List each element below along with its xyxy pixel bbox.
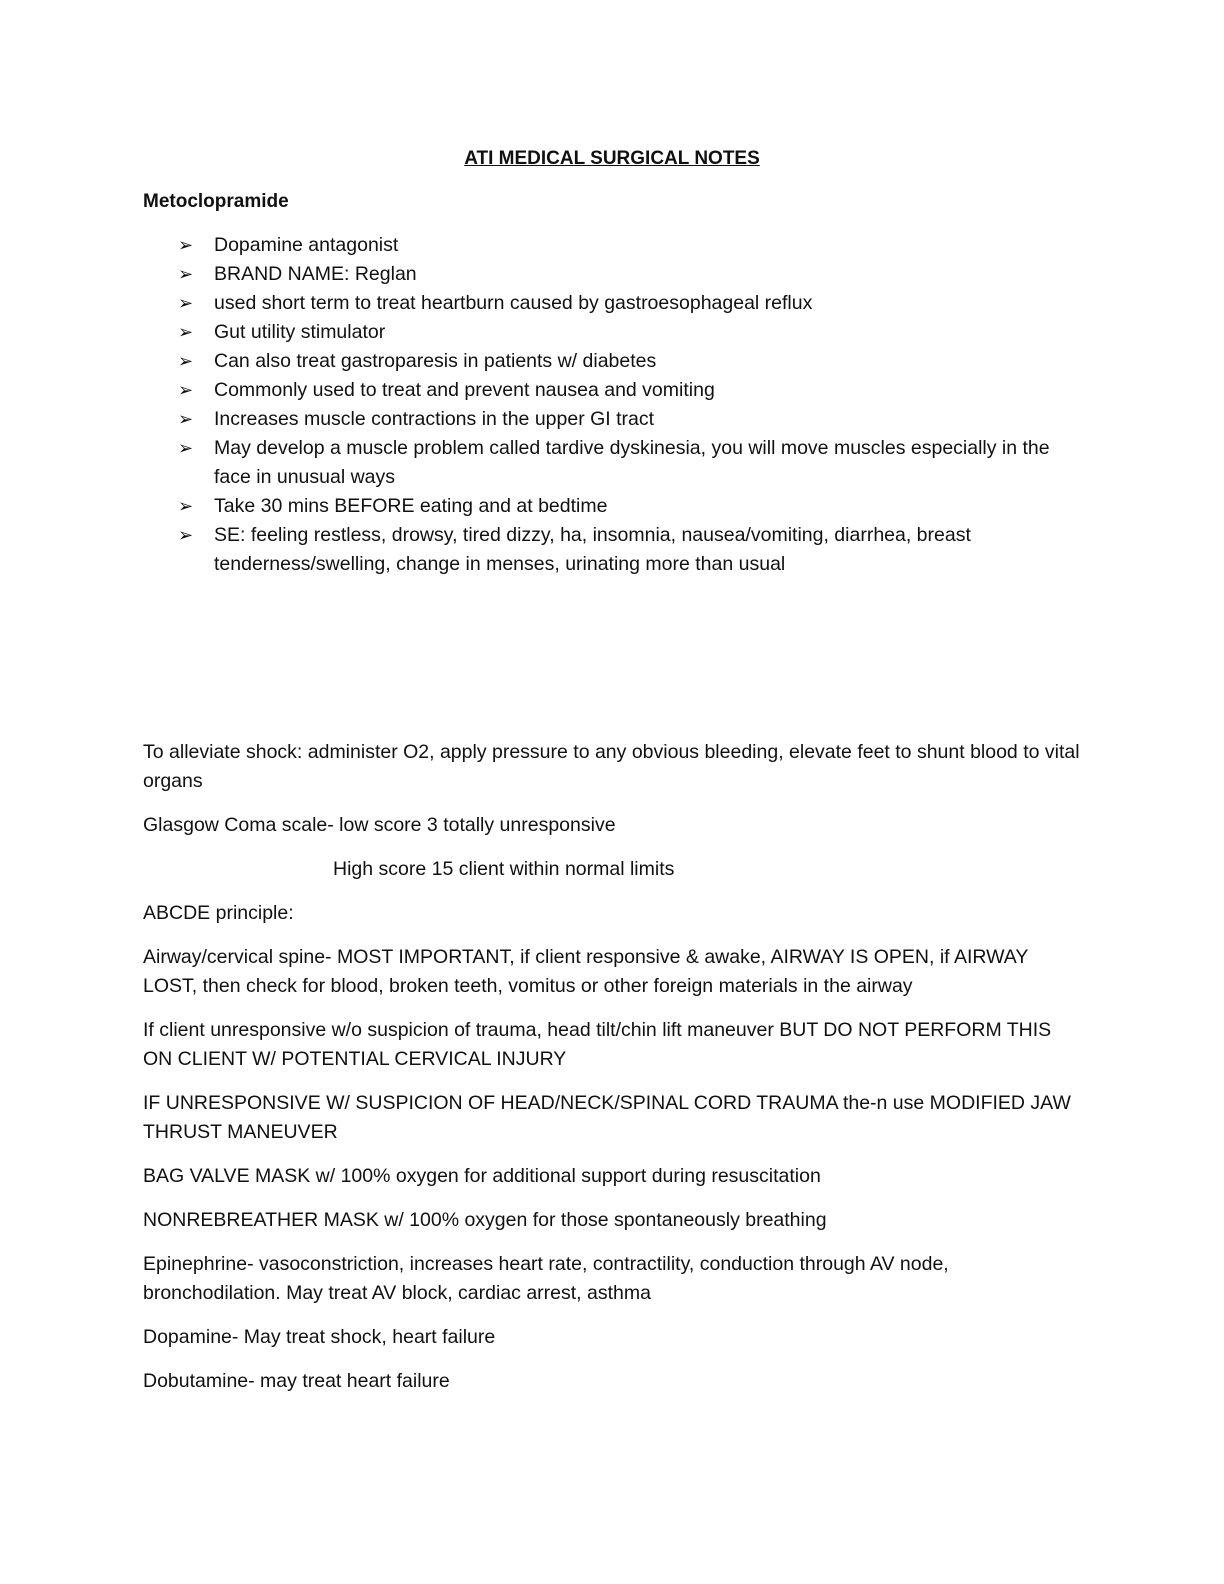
list-item xyxy=(143,318,1083,347)
arrowhead-bullet-icon: ➢ xyxy=(178,322,194,342)
arrowhead-bullet-icon: ➢ xyxy=(178,525,194,545)
arrowhead-bullet-icon: ➢ xyxy=(178,496,194,516)
arrowhead-bullet-icon: ➢ xyxy=(178,235,194,255)
paragraph-glasgow-high: High score 15 client within normal limits xyxy=(333,858,675,880)
arrowhead-bullet-icon: ➢ xyxy=(178,351,194,371)
list-item-text: Increases muscle contractions in the upper GI tract xyxy=(214,408,655,430)
bullet-list xyxy=(143,231,1083,579)
list-item xyxy=(143,376,1083,405)
list-item-text: Can also treat gastroparesis in patients w/ diabetes xyxy=(214,350,657,372)
list-item-text: Take 30 mins BEFORE eating and at bedtime xyxy=(214,495,608,517)
arrowhead-bullet-icon: ➢ xyxy=(178,409,194,429)
list-item xyxy=(143,521,1083,579)
list-item-text: Commonly used to treat and prevent nausea and vomiting xyxy=(214,379,715,401)
paragraph-jaw-thrust: IF UNRESPONSIVE W/ SUSPICION OF HEAD/NECK/SPINAL CORD TRAUMA the-n use MODIFIED JAW THRUST MANEUVER xyxy=(143,1092,1071,1143)
document-title: ATI MEDICAL SURGICAL NOTES xyxy=(464,148,760,169)
arrowhead-bullet-icon: ➢ xyxy=(178,438,194,458)
paragraph-bag-valve: BAG VALVE MASK w/ 100% oxygen for additional support during resuscitation xyxy=(143,1165,821,1187)
paragraph-epinephrine: Epinephrine- vasoconstriction, increases heart rate, contractility, conduction through AV node, bronchodilation. May treat AV block, cardiac arrest, asthma xyxy=(143,1253,949,1304)
paragraph-shock: To alleviate shock: administer O2, apply pressure to any obvious bleeding, elevate feet to shunt blood to vital organs xyxy=(143,741,1080,792)
list-item-text: May develop a muscle problem called tardive dyskinesia, you will move muscles especially in the face in unusual ways xyxy=(214,437,1050,488)
list-item xyxy=(143,289,1083,318)
list-item xyxy=(143,260,1083,289)
paragraph-nonrebreather: NONREBREATHER MASK w/ 100% oxygen for those spontaneously breathing xyxy=(143,1209,827,1231)
paragraph-airway: Airway/cervical spine- MOST IMPORTANT, if client responsive & awake, AIRWAY IS OPEN, if AIRWAY LOST, then check for blood, broken teeth, vomitus or other foreign materials in the airway xyxy=(143,946,1028,997)
section-heading: Metoclopramide xyxy=(143,191,289,212)
list-item xyxy=(143,492,1083,521)
list-item xyxy=(143,434,1083,492)
list-item-text: Gut utility stimulator xyxy=(214,321,386,343)
paragraph-abcde: ABCDE principle: xyxy=(143,902,294,924)
arrowhead-bullet-icon: ➢ xyxy=(178,293,194,313)
arrowhead-bullet-icon: ➢ xyxy=(178,264,194,284)
paragraph-glasgow-low: Glasgow Coma scale- low score 3 totally unresponsive xyxy=(143,814,616,836)
paragraph-dobutamine: Dobutamine- may treat heart failure xyxy=(143,1370,450,1392)
list-item xyxy=(143,347,1083,376)
list-item-text: SE: feeling restless, drowsy, tired dizzy, ha, insomnia, nausea/vomiting, diarrhea, breast tenderness/swelling, change in menses, urinating more than usual xyxy=(214,524,971,575)
list-item-text: BRAND NAME: Reglan xyxy=(214,263,417,285)
notes-body xyxy=(143,738,1083,1411)
arrowhead-bullet-icon: ➢ xyxy=(178,380,194,400)
list-item xyxy=(143,231,1083,260)
list-item-text: Dopamine antagonist xyxy=(214,234,399,256)
paragraph-head-tilt: If client unresponsive w/o suspicion of trauma, head tilt/chin lift maneuver BUT DO NOT PERFORM THIS ON CLIENT W/ POTENTIAL CERVICAL INJURY xyxy=(143,1019,1052,1070)
paragraph-dopamine: Dopamine- May treat shock, heart failure xyxy=(143,1326,496,1348)
list-item-text: used short term to treat heartburn caused by gastroesophageal reflux xyxy=(214,292,813,314)
list-item xyxy=(143,405,1083,434)
